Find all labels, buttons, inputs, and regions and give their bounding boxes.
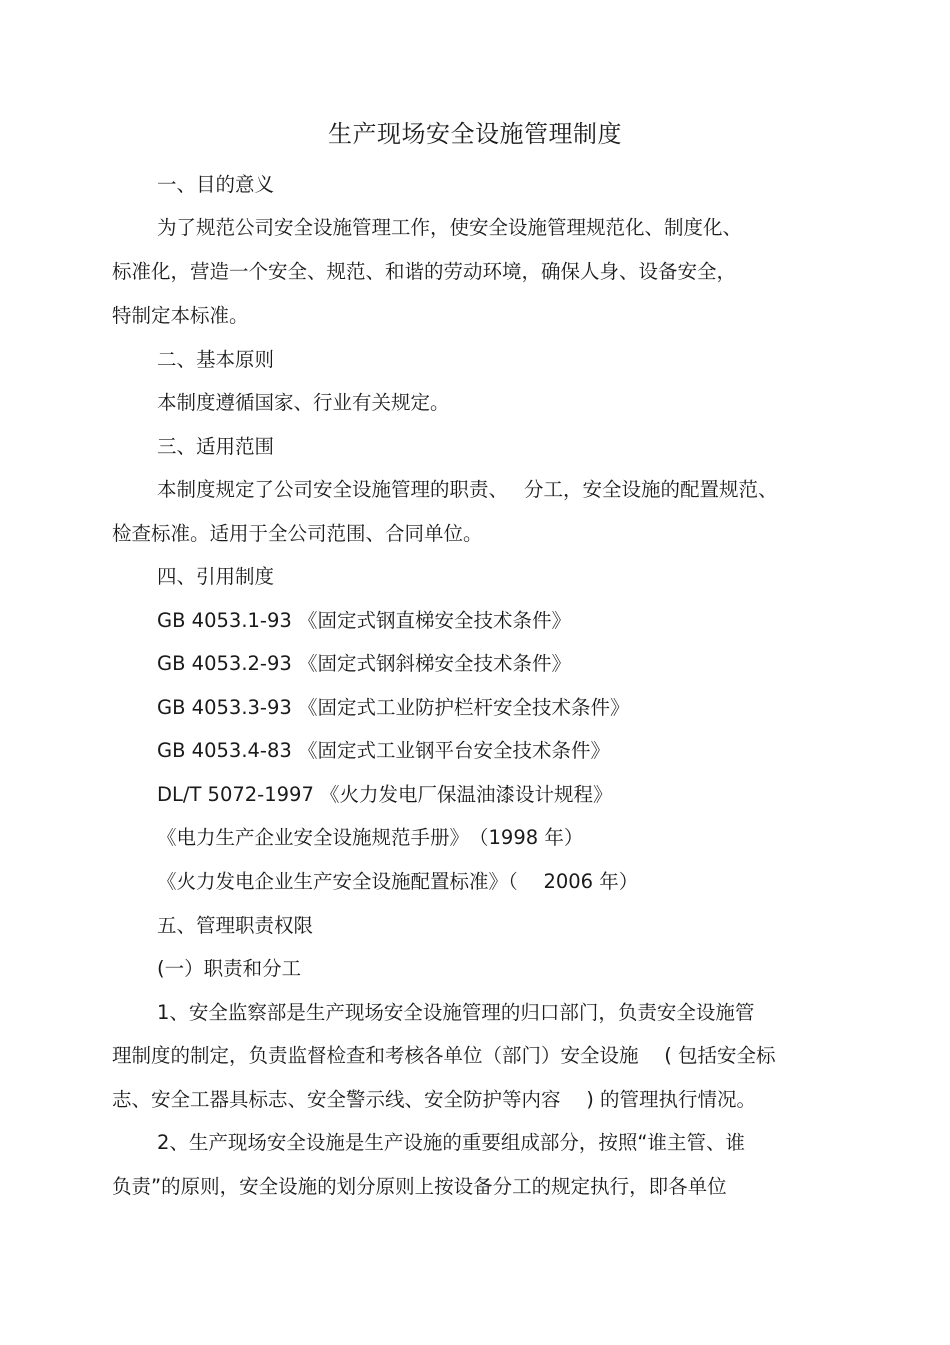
section-heading-references: 四、引用制度 <box>157 565 275 588</box>
section-heading-responsibilities: 五、管理职责权限 <box>157 914 314 937</box>
paragraph-line: 1、安全监察部是生产现场安全设施管理的归口部门，负责安全设施管 <box>157 1001 755 1024</box>
document-title: 生产现场安全设施管理制度 <box>328 120 622 148</box>
reference-item: DL/T 5072-1997 《火力发电厂保温油漆设计规程》 <box>157 783 613 806</box>
paragraph-line: 2、生产现场安全设施是生产设施的重要组成部分，按照“谁主管、谁 <box>157 1131 746 1154</box>
reference-item: GB 4053.1-93 《固定式钢直梯安全技术条件》 <box>157 609 571 632</box>
reference-item: GB 4053.2-93 《固定式钢斜梯安全技术条件》 <box>157 652 571 675</box>
subsection-heading: (一）职责和分工 <box>157 957 302 980</box>
section-heading-purpose: 一、目的意义 <box>157 173 275 196</box>
reference-item: 《火力发电企业生产安全设施配置标准》（ 2006 年） <box>157 870 639 893</box>
section-heading-principles: 二、基本原则 <box>157 348 275 371</box>
paragraph-line: 本制度遵循国家、行业有关规定。 <box>157 391 450 414</box>
paragraph-line: 志、安全工器具标志、安全警示线、安全防护等内容 ) 的管理执行情况。 <box>112 1088 757 1111</box>
reference-item: GB 4053.4-83 《固定式工业钢平台安全技术条件》 <box>157 739 610 762</box>
paragraph-line: 检查标准。适用于全公司范围、合同单位。 <box>112 522 483 545</box>
reference-item: GB 4053.3-93 《固定式工业防护栏杆安全技术条件》 <box>157 696 630 719</box>
paragraph-line: 负责”的原则，安全设施的划分原则上按设备分工的规定执行，即各单位 <box>112 1175 727 1198</box>
paragraph-line: 标准化，营造一个安全、规范、和谐的劳动环境，确保人身、设备安全， <box>112 260 737 283</box>
paragraph-line: 本制度规定了公司安全设施管理的职责、 分工，安全设施的配置规范、 <box>157 478 778 501</box>
paragraph-line: 理制度的制定，负责监督检查和考核各单位（部门）安全设施 ( 包括安全标 <box>112 1044 776 1067</box>
paragraph-line: 特制定本标准。 <box>112 304 249 327</box>
paragraph-line: 为了规范公司安全设施管理工作，使安全设施管理规范化、制度化、 <box>157 216 743 239</box>
reference-item: 《电力生产企业安全设施规范手册》 （1998 年） <box>157 826 584 849</box>
section-heading-scope: 三、适用范围 <box>157 435 275 458</box>
